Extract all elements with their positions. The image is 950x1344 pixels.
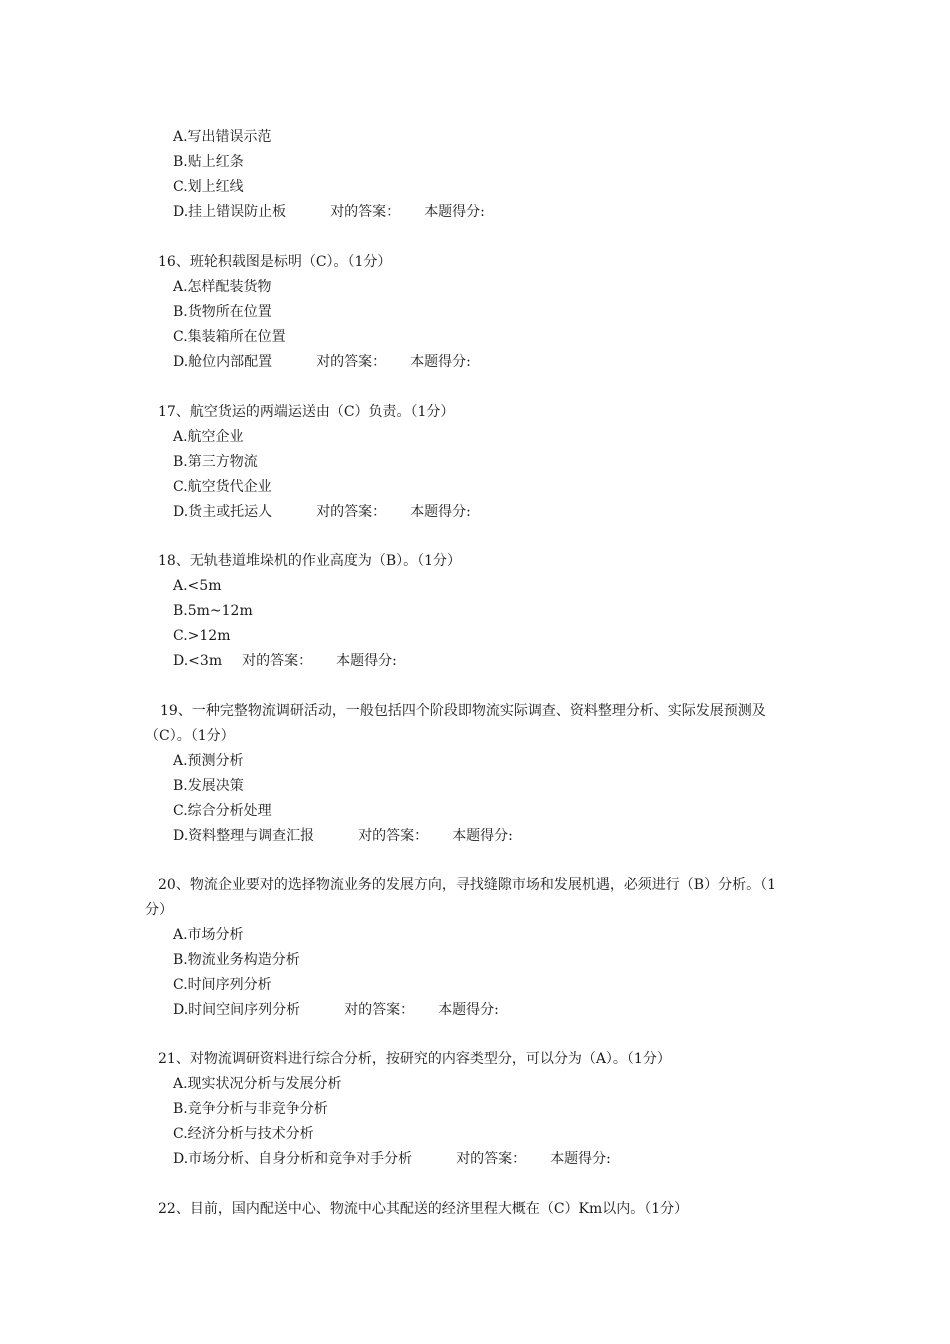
q21-answer-label: 对的答案： xyxy=(456,1151,527,1167)
q19-option-b: B.发展决策 xyxy=(173,778,244,794)
q19-stem-line1: 19、一种完整物流调研活动，一般包括四个阶段即物流实际调查、资料整理分析、实际发展预测及 xyxy=(160,703,766,719)
q16-stem: 16、班轮积载图是标明（C）。（1分） xyxy=(158,254,392,270)
q16-option-a: A.怎样配装货物 xyxy=(173,279,272,295)
q19-stem-line2: （C）。（1分） xyxy=(145,728,235,744)
q18-score-label: 本题得分: xyxy=(336,653,397,669)
q15-answer-label: 对的答案： xyxy=(330,204,401,220)
q17-stem: 17、航空货运的两端运送由（C）负责。（1分） xyxy=(158,404,455,420)
q20-answer-label: 对的答案： xyxy=(344,1002,415,1018)
q21-option-d-row xyxy=(173,1149,611,1169)
q17-option-d-row xyxy=(173,502,471,522)
q20-option-b: B.物流业务构造分析 xyxy=(173,952,300,968)
q15-option-b: B.贴上红条 xyxy=(173,154,244,170)
q16-score-label: 本题得分: xyxy=(410,354,471,370)
q17-option-a: A.航空企业 xyxy=(173,429,244,445)
q20-stem-line1: 20、物流企业要对的选择物流业务的发展方向，寻找缝隙市场和发展机遇，必须进行（B）分析。（1 xyxy=(158,877,777,893)
q21-option-b: B.竞争分析与非竞争分析 xyxy=(173,1101,328,1117)
q18-option-c: C.>12m xyxy=(173,628,231,644)
q17-option-b: B.第三方物流 xyxy=(173,454,258,470)
q15-option-a: A.写出错误示范 xyxy=(173,129,272,145)
q18-answer-label: 对的答案： xyxy=(242,653,313,669)
q18-stem: 18、无轨巷道堆垛机的作业高度为（B）。（1分） xyxy=(158,553,462,569)
q17-option-c: C.航空货代企业 xyxy=(173,479,272,495)
q18-option-b: B.5m~12m xyxy=(173,603,253,619)
q20-option-d: D.时间空间序列分析 xyxy=(173,1002,301,1018)
q21-option-a: A.现实状况分析与发展分析 xyxy=(173,1076,342,1092)
q18-option-a: A.<5m xyxy=(173,578,222,594)
q19-option-a: A.预测分析 xyxy=(173,753,244,769)
q16-option-d-row xyxy=(173,352,471,372)
q22-stem: 22、目前，国内配送中心、物流中心其配送的经济里程大概在（C）Km以内。（1分） xyxy=(158,1201,689,1217)
q19-option-d-row xyxy=(173,826,513,846)
q20-option-d-row xyxy=(173,1000,499,1020)
q21-option-c: C.经济分析与技术分析 xyxy=(173,1126,314,1142)
q19-answer-label: 对的答案： xyxy=(358,828,429,844)
q17-score-label: 本题得分: xyxy=(410,504,471,520)
q20-option-c: C.时间序列分析 xyxy=(173,977,272,993)
q21-stem: 21、对物流调研资料进行综合分析，按研究的内容类型分，可以分为（A）。（1分） xyxy=(158,1051,671,1067)
q20-stem-line2: 分） xyxy=(145,902,173,918)
q21-score-label: 本题得分: xyxy=(550,1151,611,1167)
q21-option-d: D.市场分析、自身分析和竞争对手分析 xyxy=(173,1151,413,1167)
q16-option-d: D.舱位内部配置 xyxy=(173,354,273,370)
q19-option-d: D.资料整理与调查汇报 xyxy=(173,828,315,844)
q15-option-c: C.划上红线 xyxy=(173,179,244,195)
q19-option-c: C.综合分析处理 xyxy=(173,803,272,819)
q18-option-d-row xyxy=(173,651,397,671)
q17-option-d: D.货主或托运人 xyxy=(173,504,273,520)
q15-option-d-row xyxy=(173,202,485,222)
q15-option-d: D.挂上错误防止板 xyxy=(173,204,287,220)
q20-option-a: A.市场分析 xyxy=(173,927,244,943)
q18-option-d: D.<3m xyxy=(173,653,223,669)
q16-option-b: B.货物所在位置 xyxy=(173,304,272,320)
q17-answer-label: 对的答案： xyxy=(316,504,387,520)
q20-score-label: 本题得分: xyxy=(438,1002,499,1018)
q16-answer-label: 对的答案： xyxy=(316,354,387,370)
q19-score-label: 本题得分: xyxy=(452,828,513,844)
q16-option-c: C.集装箱所在位置 xyxy=(173,329,286,345)
q15-score-label: 本题得分: xyxy=(424,204,485,220)
